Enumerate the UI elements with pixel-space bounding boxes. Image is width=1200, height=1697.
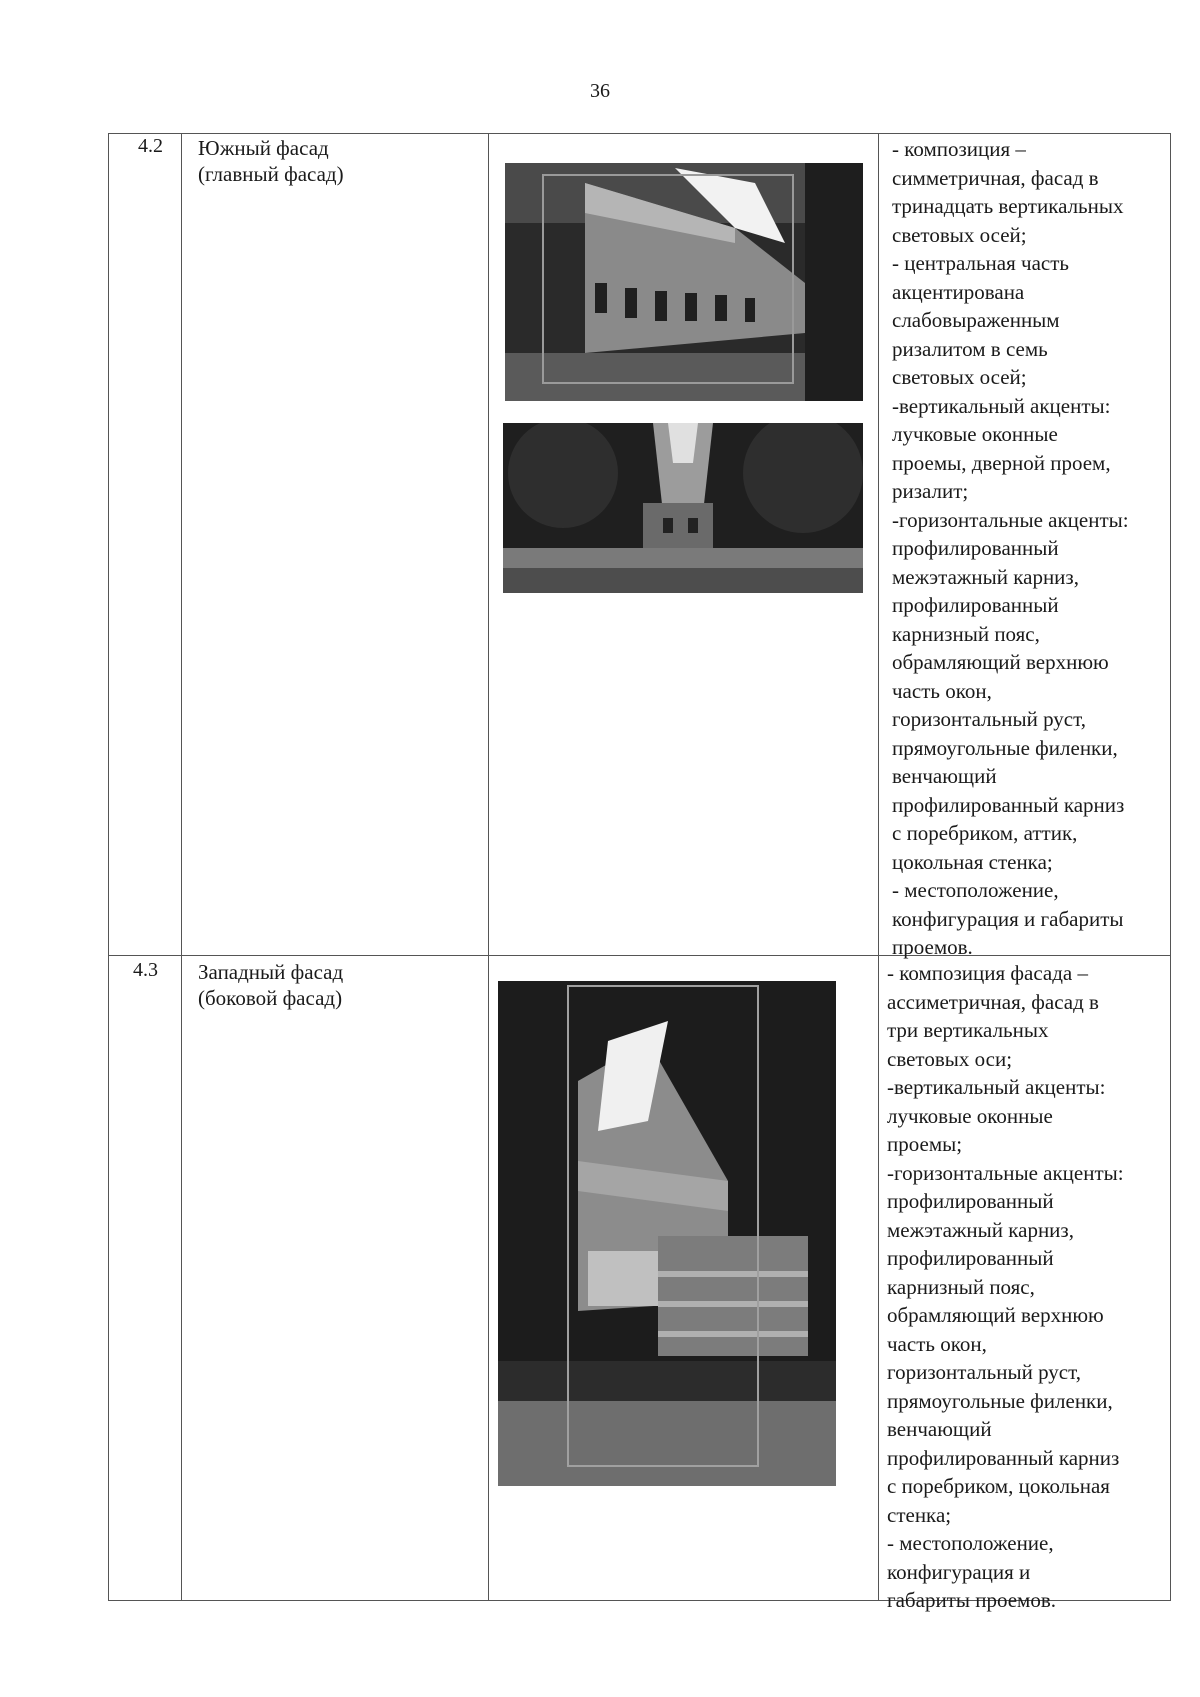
description-line: часть окон, [892, 678, 992, 703]
description-line: -вертикальный акценты: [887, 1075, 1106, 1099]
facade-name-line: (главный фасад) [198, 162, 344, 186]
description-line: карнизный пояс, [887, 1274, 1035, 1299]
description-line: -вертикальный акценты: [892, 393, 1111, 418]
description-line: прямоугольные филенки, [892, 735, 1118, 760]
facade-name-line: Южный фасад [198, 136, 329, 160]
description-line: горизонтальный руст, [892, 707, 1086, 731]
row-number: 4.2 [138, 135, 163, 157]
facade-name-line: (боковой фасад) [198, 986, 343, 1010]
west-facade-photo [498, 981, 836, 1486]
description-line: с поребриком, аттик, [892, 821, 1078, 845]
description-line: ассиметричная, фасад в [887, 989, 1099, 1014]
description-line: обрамляющий верхнюю [887, 1303, 1104, 1327]
facade-description [892, 135, 1129, 962]
description-line: венчающий [887, 1417, 992, 1441]
description-line: габариты проемов. [887, 1588, 1056, 1612]
description-line: профилированный карниз [887, 1445, 1120, 1470]
description-line: профилированный [887, 1246, 1054, 1270]
description-line: -горизонтальные акценты: [887, 1160, 1124, 1185]
description-line: конфигурация и [887, 1559, 1031, 1584]
description-line: - композиция – [892, 137, 1026, 161]
description-line: проемов. [892, 935, 973, 959]
description-line: стенка; [887, 1502, 952, 1527]
description-line: световых осей; [892, 365, 1027, 389]
row-number: 4.3 [133, 959, 158, 981]
facade-description [887, 959, 1124, 1615]
description-line: цокольная стенка; [892, 849, 1053, 874]
description-line: профилированный [892, 536, 1059, 560]
description-line: симметричная, фасад в [892, 165, 1099, 190]
description-line: - композиция фасада – [887, 961, 1089, 985]
description-line: межэтажный карниз, [892, 564, 1079, 589]
description-line: ризалитом в семь [892, 336, 1048, 361]
description-line: профилированный карниз [892, 792, 1125, 817]
page-number: 36 [590, 80, 610, 102]
description-line: световых осей; [892, 222, 1027, 247]
facade-name [198, 135, 344, 187]
description-line: - местоположение, [887, 1531, 1054, 1555]
description-line: акцентирована [892, 279, 1025, 304]
facade-table [108, 133, 1171, 1612]
description-line: слабовыраженным [892, 308, 1060, 332]
description-line: прямоугольные филенки, [887, 1388, 1113, 1413]
description-line: профилированный [887, 1189, 1054, 1213]
description-line: лучковые оконные [887, 1103, 1053, 1128]
description-line: профилированный [892, 593, 1059, 617]
description-line: проемы, дверной проем, [892, 450, 1111, 475]
description-line: проемы; [887, 1132, 963, 1156]
description-line: ризалит; [892, 479, 969, 503]
description-line: часть окон, [887, 1331, 987, 1356]
description-line: тринадцать вертикальных [892, 194, 1124, 218]
south-facade-photo [505, 163, 863, 401]
description-line: обрамляющий верхнюю [892, 650, 1109, 674]
facade-name-line: Западный фасад [198, 960, 344, 984]
description-line: - местоположение, [892, 878, 1059, 902]
description-line: световых оси; [887, 1046, 1013, 1071]
description-line: -горизонтальные акценты: [892, 507, 1129, 532]
description-line: с поребриком, цокольная [887, 1474, 1110, 1498]
south-facade-street-view-photo [503, 423, 863, 593]
description-line: венчающий [892, 764, 997, 788]
description-line: карнизный пояс, [892, 621, 1040, 646]
facade-name [198, 959, 343, 1011]
description-line: горизонтальный руст, [887, 1360, 1081, 1384]
description-line: конфигурация и габариты [892, 906, 1124, 931]
description-line: лучковые оконные [892, 422, 1058, 446]
description-line: три вертикальных [887, 1018, 1049, 1042]
description-line: - центральная часть [892, 251, 1069, 275]
description-line: межэтажный карниз, [887, 1217, 1074, 1242]
